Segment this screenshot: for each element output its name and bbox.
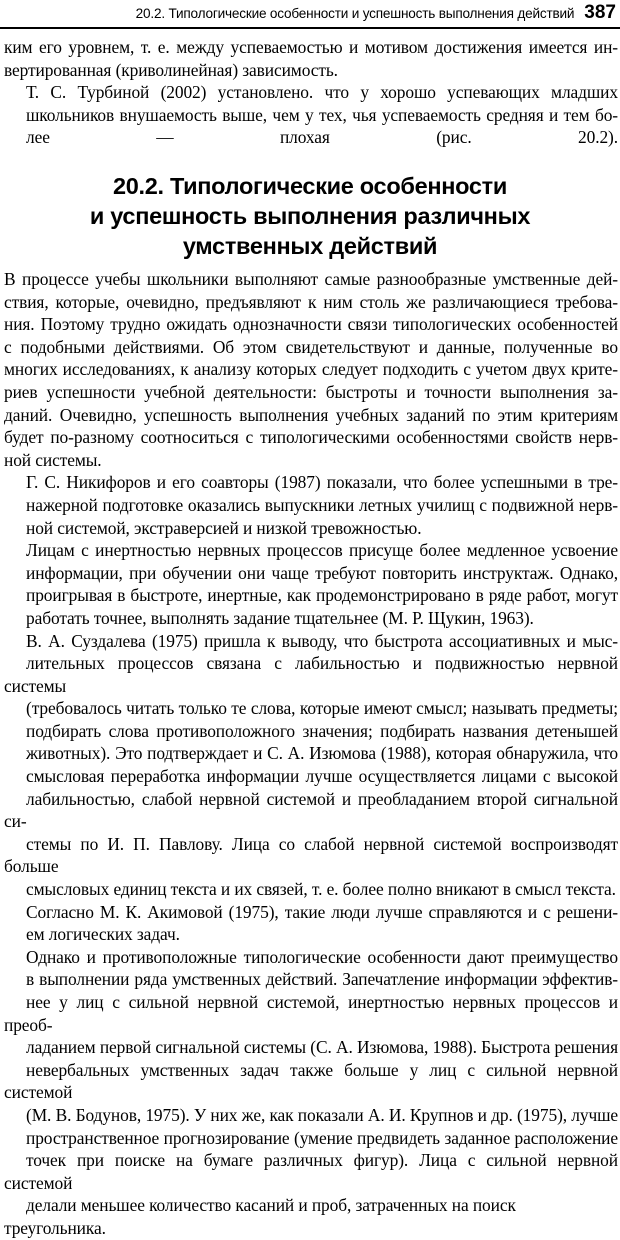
intro-text <box>4 36 618 149</box>
header-rule <box>0 27 620 29</box>
text-line: даний. Очевидно, успешность выполнения учебных заданий по этим критериям <box>4 404 618 425</box>
text-line: Лицам с инертностью нервных процессов присуще более медленное усвоение <box>26 540 618 561</box>
text-line: нажерной подготовке оказались выпускники летных училищ с подвижной нерв- <box>26 494 618 515</box>
text-line: информации, при обучении они чаще требуют повторить инструктаж. Однако, <box>26 562 618 583</box>
text-line: (требовалось читать только те слова, которые имеют смысл; называть предметы; <box>26 698 618 719</box>
text-line: в выполнении ряда умственных действий. Запечатление информации эффектив- <box>26 969 618 990</box>
text-line: ствия, которые, очевидно, предъявляют к ним столь же различающиеся требова- <box>4 291 618 312</box>
paragraph-2 <box>4 471 618 539</box>
text-line: Однако и противоположные типологические особенности дают преимущество <box>26 946 618 967</box>
text-line: ной системой, экстраверсией и низкой тревожностью. <box>26 517 422 538</box>
text-line: многих исследованиях, к анализу которых следует подходить с учетом двух крите- <box>4 359 618 380</box>
text-line: ной системы. <box>4 449 102 470</box>
text-line: лее — плохая (рис. 20.2). <box>26 127 618 148</box>
intro-paragraph-1 <box>4 36 618 81</box>
paragraph-3 <box>4 539 618 629</box>
section-heading <box>40 171 580 261</box>
text-line: Г. С. Никифоров и его соавторы (1987) показали, что более успешными в тре- <box>26 472 618 493</box>
text-line: ем логических задач. <box>26 924 180 945</box>
text-line: В процессе учебы школьники выполняют самые разнообразные умственные дей- <box>4 269 618 289</box>
text-line: ким его уровнем, т. е. между успеваемостью и мотивом достижения имеется ин- <box>4 37 618 57</box>
text-line: Согласно М. К. Акимовой (1975), такие люди лучше справляются и с решени- <box>26 901 618 922</box>
text-line: делали меньшее количество касаний и проб, затраченных на поиск треугольника. <box>4 1195 516 1238</box>
text-line: Т. С. Турбиной (2002) установлено. что у хорошо успевающих младших <box>26 82 618 103</box>
text-line: нее у лиц с сильной нервной системой, инертностью нервных процессов и преоб- <box>4 992 618 1035</box>
text-line: ладанием первой сигнальной системы (С. А. Изюмова, 1988). Быстрота решения <box>26 1037 618 1058</box>
text-line: с подобными действиями. Об этом свидетельствуют и данные, полученные во <box>4 336 618 357</box>
text-line: стемы по И. П. Павлову. Лица со слабой нервной системой воспроизводят больше <box>4 833 618 877</box>
text-line: школьников внушаемость выше, чем у тех, чья успеваемость средняя и тем бо- <box>26 104 618 125</box>
text-line: подбирать слова противоположного значения; подбирать названия детенышей <box>26 720 618 741</box>
running-head <box>40 0 616 26</box>
text-line: проигрывая в быстроте, инертные, как продемонстрировано в ряде работ, могут <box>26 585 618 606</box>
page-number: 387 <box>584 2 616 23</box>
intro-paragraph-2 <box>4 81 618 149</box>
section-heading-line: и успешность выполнения различных <box>89 203 531 229</box>
text-line: пространственное прогнозирование (умение предвидеть заданное расположение <box>26 1127 618 1148</box>
section-heading-line: 20.2. Типологические особенности <box>112 173 508 199</box>
text-line: риев успешности учебной деятельности: быстроты и точности выполнения за- <box>4 381 618 402</box>
text-line: (М. В. Бодунов, 1975). У них же, как показали А. И. Крупнов и др. (1975), лучше <box>26 1104 618 1125</box>
paragraph-1 <box>4 268 618 471</box>
text-line: ния. Поэтому трудно ожидать однозначности связи типологических особенностей <box>4 314 618 335</box>
text-line: будет по-разному соотноситься с типологическими особенностями свойств нерв- <box>4 427 618 448</box>
paragraph-4 <box>4 630 618 901</box>
text-line: смысловая переработка информации лучше осуществляется лицами с высокой <box>26 766 618 787</box>
running-head-title: 20.2. Типологические особенности и успешность выполнения действий <box>135 5 575 21</box>
section-body <box>4 268 618 1240</box>
text-line: животных). Это подтверждает и С. А. Изюмова (1988), которая обнаружила, что <box>26 743 618 764</box>
paragraph-5 <box>4 901 618 946</box>
text-line: лабильностью, слабой нервной системой и преобладанием второй сигнальной си- <box>4 788 618 832</box>
text-line: работать точнее, выполнять задание тщательнее (М. Р. Щукин, 1963). <box>26 607 534 628</box>
text-line: вертированная (криволинейная) зависимость. <box>4 59 338 80</box>
paragraph-6 <box>4 946 618 1240</box>
text-line: лительных процессов связана с лабильностью и подвижностью нервной системы <box>4 653 618 696</box>
text-line: точек при поиске на бумаге различных фигур). Лица с сильной нервной системой <box>4 1150 618 1193</box>
section-heading-line: умственных действий <box>182 233 438 259</box>
text-line: невербальных умственных задач также больше у лиц с сильной нервной системой <box>4 1059 618 1103</box>
text-line: В. А. Суздалева (1975) пришла к выводу, что быстрота ассоциативных и мыс- <box>26 630 618 651</box>
text-line: смысловых единиц текста и их связей, т. е. более полно вникают в смысл текста. <box>26 879 616 900</box>
